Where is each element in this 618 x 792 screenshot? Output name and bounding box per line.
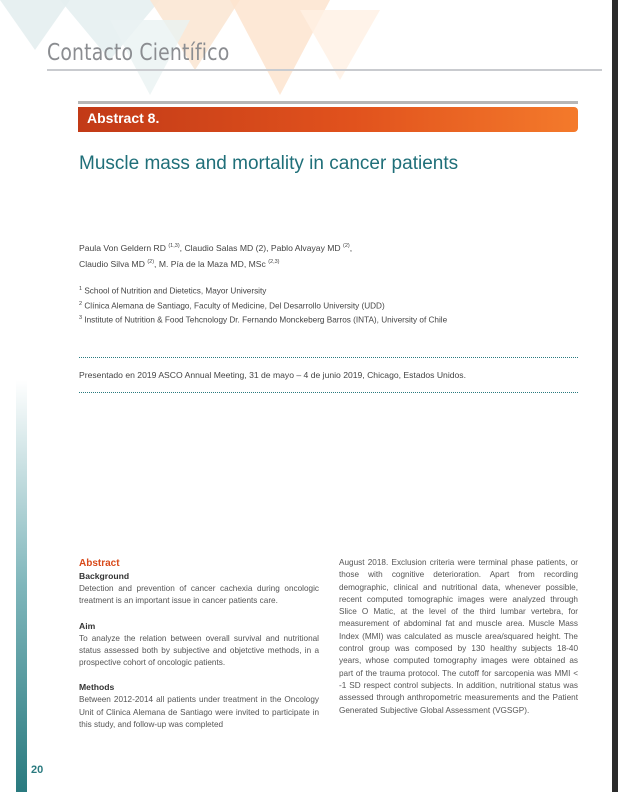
header-divider bbox=[47, 69, 602, 71]
author-list bbox=[79, 239, 559, 271]
affiliation-list bbox=[79, 283, 579, 327]
dotted-divider-top bbox=[79, 357, 578, 358]
methods-text-part2: August 2018. Exclusion criteria were terminal phase patients, or those with cognitive deterioration. Apart from recording demographic, clinical and nutritional data, whenever possible, recent computed tomographic images were analyzed through Slice O Matic, at the level of the third lumbar vertebra, for measurement of abdominal fat and muscle area. Muscle Mass Index (MMI) was calculated as muscle area/squared height. The control group was composed by 130 healthy subjects 18-40 years, whose computed tomography images were obtained as part of the trauma protocol. The cutoff for sarcopenia was MMI < -1 SD respect control subjects. In addition, nutritional status was assessed through anthropometric measurements and the Patient Generated Subjective Global Assessment (VGSGP). bbox=[339, 558, 578, 715]
presented-note: Presentado en 2019 ASCO Annual Meeting, 31 de mayo – 4 de junio 2019, Chicago, Estados Unidos. bbox=[79, 370, 466, 380]
abstract-column-right bbox=[339, 557, 578, 717]
author: M. Pía de la Maza MD, MSc $^{(2,3)}$ bbox=[158, 258, 280, 269]
affiliation: $^2$ Clínica Alemana de Santiago, Faculty of Medicine, Del Desarrollo University (UDD) bbox=[79, 300, 385, 311]
background-text: Detection and prevention of cancer cachexia during oncologic treatment is an important issue in cancer patients care. bbox=[79, 584, 319, 606]
author: Pablo Alvayay MD $^{(2)}$, bbox=[270, 242, 353, 253]
author: Claudio Salas MD (2), bbox=[184, 242, 271, 253]
methods-text-part1: Between 2012-2014 all patients under treatment in the Oncology Unit of Clinica Alemana de Santiago were invited to participate in this study, and follow-up was completed bbox=[79, 695, 319, 730]
abstract-banner-label: Abstract 8. bbox=[87, 110, 160, 126]
aim-text: To analyze the relation between overall survival and nutritional status assessed both by subjective and objetctive methods, in a prospective cohort of oncologic patients. bbox=[79, 633, 319, 668]
banner-top-rule bbox=[78, 101, 578, 104]
page-number: 20 bbox=[31, 764, 44, 776]
section-title: Contacto Científico bbox=[47, 40, 230, 66]
affiliation: $^3$ Institute of Nutrition & Food Tehcnology Dr. Fernando Monckeberg Barros (INTA), University of Chile bbox=[79, 315, 448, 326]
dotted-divider-bottom bbox=[79, 392, 578, 393]
abstract-banner bbox=[78, 107, 578, 132]
page-edge bbox=[612, 0, 618, 792]
author: Claudio Silva MD $^{(2)}$, bbox=[79, 258, 159, 269]
abstract-column-left bbox=[79, 557, 319, 731]
affiliation: $^1$ School of Nutrition and Dietetics, Mayor University bbox=[79, 286, 267, 296]
background-heading: Background bbox=[79, 571, 130, 581]
abstract-heading: Abstract bbox=[79, 558, 120, 569]
author: Paula Von Geldern RD $^{(1,3)}$, bbox=[79, 242, 185, 253]
aim-heading: Aim bbox=[79, 620, 96, 631]
left-accent-bar bbox=[16, 380, 27, 792]
methods-heading: Methods bbox=[79, 682, 115, 693]
paper-title: Muscle mass and mortality in cancer patients bbox=[79, 153, 459, 174]
